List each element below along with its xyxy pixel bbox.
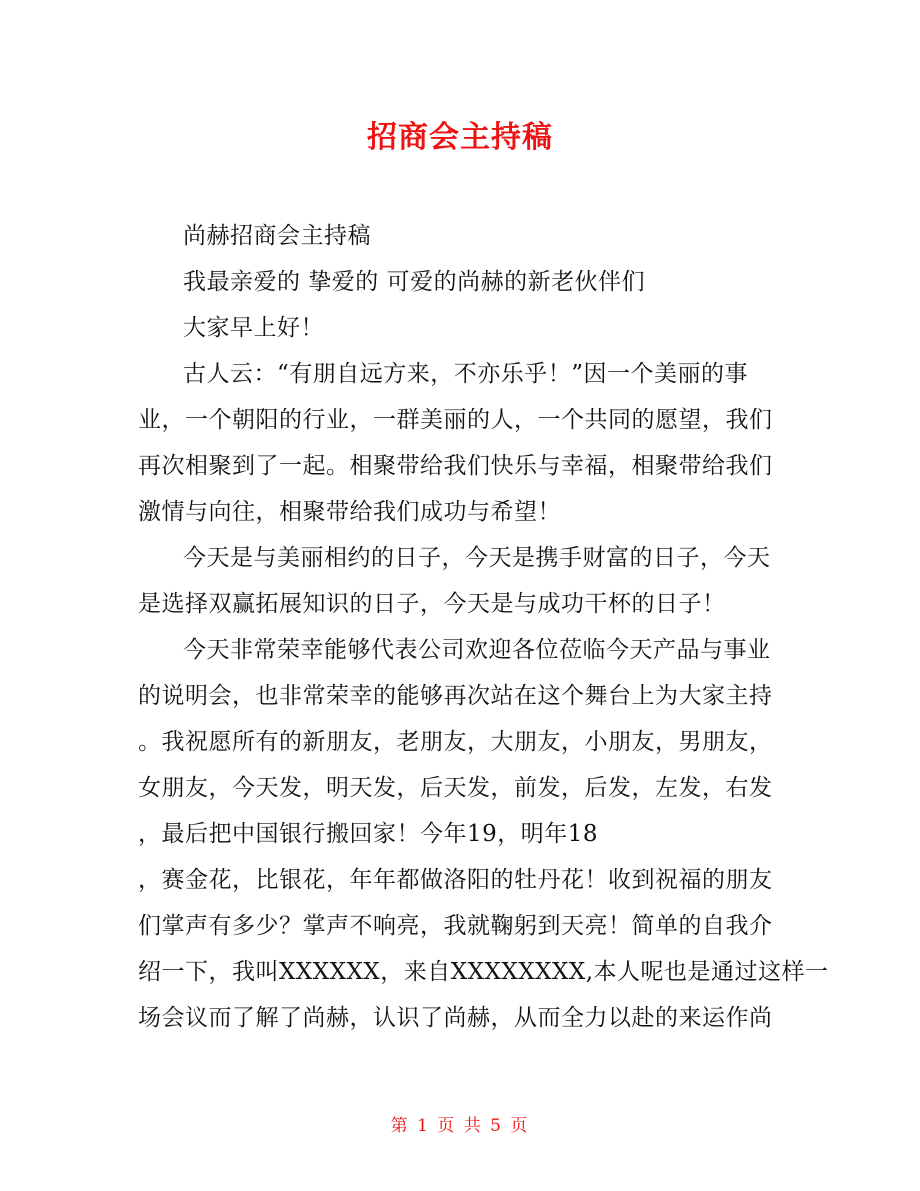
body-line: 。我祝愿所有的新朋友，老朋友，大朋友，小朋友，男朋友，	[138, 729, 773, 755]
body-line: 再次相聚到了一起。相聚带给我们快乐与幸福，相聚带给我们	[138, 453, 773, 479]
body-line: 激情与向往，相聚带给我们成功与希望！	[138, 499, 561, 525]
body-line: 古人云：“有朋自远方来，不亦乐乎！”因一个美丽的事	[183, 361, 749, 387]
body-line: ，赛金花，比银花，年年都做洛阳的牡丹花！收到祝福的朋友	[138, 867, 773, 893]
body-line: 今天是与美丽相约的日子，今天是携手财富的日子，今天	[183, 545, 771, 571]
document-title: 招商会主持稿	[367, 120, 553, 155]
body-line: 尚赫招商会主持稿	[183, 223, 371, 249]
body-line: ，最后把中国银行搬回家！今年19，明年18	[138, 821, 599, 847]
body-line: 我最亲爱的 挚爱的 可爱的尚赫的新老伙伴们	[183, 269, 646, 295]
body-line: 绍一下，我叫XXXXXX，来自XXXXXXXX,本人呢也是通过这样一	[138, 959, 829, 985]
body-line: 们掌声有多少？掌声不响亮，我就鞠躬到天亮！简单的自我介	[138, 913, 773, 939]
body-line: 大家早上好！	[183, 315, 324, 341]
document-body	[138, 213, 829, 1041]
body-line: 业，一个朝阳的行业，一群美丽的人，一个共同的愿望，我们	[138, 407, 773, 433]
body-line: 今天非常荣幸能够代表公司欢迎各位莅临今天产品与事业	[183, 637, 771, 663]
body-line: 是选择双赢拓展知识的日子，今天是与成功干杯的日子！	[138, 591, 726, 617]
body-line: 的说明会，也非常荣幸的能够再次站在这个舞台上为大家主持	[138, 683, 773, 709]
page-footer: 第 1 页 共 5 页	[390, 1116, 530, 1136]
body-line: 场会议而了解了尚赫，认识了尚赫，从而全力以赴的来运作尚	[138, 1005, 773, 1031]
body-line: 女朋友，今天发，明天发，后天发，前发，后发，左发，右发	[138, 775, 773, 801]
